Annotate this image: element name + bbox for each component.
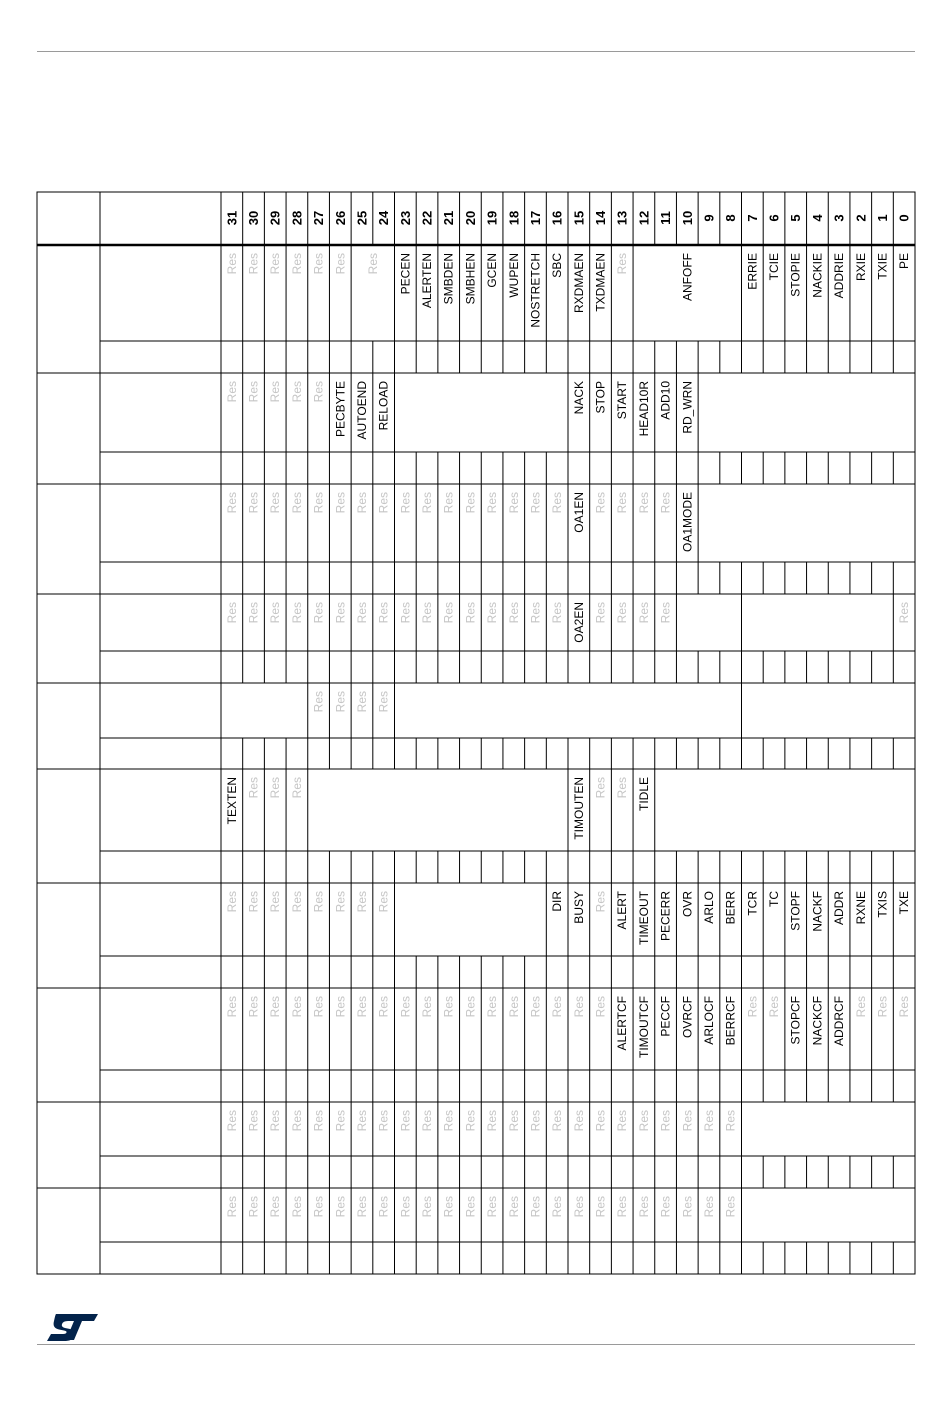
reserved-bit-label: Res — [311, 691, 326, 713]
reserved-bit-label: Res — [441, 1196, 456, 1218]
reserved-bit-label: Res — [593, 777, 608, 799]
bit-number-label: 28 — [289, 210, 305, 226]
reserved-bit-label: Res — [376, 1110, 391, 1132]
reserved-bit-label: Res — [268, 996, 283, 1018]
reserved-bit-label: Res — [333, 1110, 348, 1132]
reserved-bit-label: Res — [897, 602, 912, 624]
register-field-label: TCR — [745, 891, 760, 916]
reserved-bit-label: Res — [463, 602, 478, 624]
reserved-bit-label: Res — [333, 492, 348, 514]
reserved-bit-label: Res — [658, 1110, 673, 1132]
reserved-bit-label: Res — [246, 492, 261, 514]
reserved-bit-label: Res — [571, 1110, 586, 1132]
bit-number-label: 5 — [788, 214, 804, 222]
reserved-bit-label: Res — [528, 602, 543, 624]
bit-number-label: 31 — [224, 210, 240, 226]
register-field-label: RXDMAEN — [571, 253, 586, 314]
reserved-bit-label: Res — [398, 996, 413, 1018]
register-field-label: ADDR — [832, 891, 847, 926]
reserved-bit-label: Res — [615, 1110, 630, 1132]
reserved-bit-label: Res — [550, 1196, 565, 1218]
bit-number-label: 26 — [332, 210, 348, 226]
reserved-bit-label: Res — [311, 1196, 326, 1218]
reserved-bit-label: Res — [246, 381, 261, 403]
reserved-bit-label: Res — [897, 996, 912, 1018]
reserved-bit-label: Res — [246, 602, 261, 624]
bit-number-label: 3 — [831, 214, 847, 222]
reserved-bit-label: Res — [224, 602, 239, 624]
register-field-label: BUSY — [571, 891, 586, 924]
register-field-label: RXNE — [853, 891, 868, 925]
reserved-bit-label: Res — [485, 602, 500, 624]
register-field-label: RD_WRN — [680, 381, 695, 434]
register-field-label: AUTOEND — [354, 381, 369, 440]
reserved-bit-label: Res — [420, 1196, 435, 1218]
reserved-bit-label: Res — [420, 492, 435, 514]
register-field-label: SMBDEN — [441, 253, 456, 305]
reserved-bit-label: Res — [246, 777, 261, 799]
register-field-label: NOSTRETCH — [528, 253, 543, 328]
register-field-label: OVRCF — [680, 996, 695, 1038]
reserved-bit-label: Res — [289, 381, 304, 403]
reserved-bit-label: Res — [680, 1196, 695, 1218]
reserved-bit-label: Res — [311, 253, 326, 275]
bit-number-label: 27 — [311, 210, 327, 226]
reserved-bit-label: Res — [376, 891, 391, 913]
register-field-label: NACKCF — [810, 996, 825, 1046]
reserved-bit-label: Res — [354, 1196, 369, 1218]
register-field-label: PE — [897, 253, 912, 270]
reserved-bit-label: Res — [311, 492, 326, 514]
register-field-label: ADDRIE — [832, 253, 847, 299]
reserved-bit-label: Res — [528, 1110, 543, 1132]
reserved-bit-label: Res — [550, 1110, 565, 1132]
reserved-bit-label: Res — [853, 996, 868, 1018]
bit-number-label: 10 — [679, 210, 695, 226]
reserved-bit-label: Res — [485, 996, 500, 1018]
register-field-label: PECCF — [658, 996, 673, 1037]
reserved-bit-label: Res — [593, 1196, 608, 1218]
bit-number-label: 30 — [246, 210, 262, 226]
reserved-bit-label: Res — [268, 253, 283, 275]
register-field-label: OVR — [680, 891, 695, 918]
reserved-bit-label: Res — [268, 602, 283, 624]
reserved-bit-label: Res — [506, 996, 521, 1018]
register-field-label: SMBHEN — [463, 253, 478, 305]
reserved-bit-label: Res — [354, 602, 369, 624]
reserved-bit-label: Res — [354, 691, 369, 713]
register-field-label: PECEN — [398, 253, 413, 295]
register-field-label: RXIE — [853, 253, 868, 282]
reserved-bit-label: Res — [506, 492, 521, 514]
reserved-bit-label: Res — [289, 253, 304, 275]
reserved-bit-label: Res — [420, 1110, 435, 1132]
register-field-label: DIR — [550, 891, 565, 912]
reserved-bit-label: Res — [268, 891, 283, 913]
reserved-bit-label: Res — [680, 1110, 695, 1132]
register-field-label: TIMEOUT — [636, 891, 651, 945]
reserved-bit-label: Res — [441, 996, 456, 1018]
reserved-bit-label: Res — [550, 492, 565, 514]
reserved-bit-label: Res — [593, 996, 608, 1018]
reserved-bit-label: Res — [289, 777, 304, 799]
reserved-bit-label: Res — [311, 1110, 326, 1132]
bit-number-label: 2 — [853, 214, 869, 222]
register-field-label: OA1EN — [571, 492, 586, 533]
bit-number-label: 22 — [419, 210, 435, 226]
register-field-label: OA2EN — [571, 602, 586, 643]
reserved-bit-label: Res — [506, 1110, 521, 1132]
register-field-label: OA1MODE — [680, 492, 695, 553]
reserved-bit-label: Res — [246, 1196, 261, 1218]
reserved-bit-label: Res — [289, 891, 304, 913]
reserved-bit-label: Res — [246, 891, 261, 913]
reserved-bit-label: Res — [311, 891, 326, 913]
reserved-bit-label: Res — [745, 996, 760, 1018]
reserved-bit-label: Res — [658, 492, 673, 514]
bit-number-label: 9 — [701, 214, 717, 222]
reserved-bit-label: Res — [333, 691, 348, 713]
reserved-bit-label: Res — [550, 996, 565, 1018]
reserved-bit-label: Res — [268, 777, 283, 799]
reserved-bit-label: Res — [615, 602, 630, 624]
reserved-bit-label: Res — [224, 996, 239, 1018]
reserved-bit-label: Res — [506, 1196, 521, 1218]
reserved-bit-label: Res — [658, 602, 673, 624]
reserved-bit-label: Res — [615, 492, 630, 514]
bit-number-label: 1 — [874, 214, 890, 222]
bit-number-label: 16 — [549, 210, 565, 226]
reserved-bit-label: Res — [398, 1196, 413, 1218]
reserved-bit-label: Res — [398, 492, 413, 514]
register-field-label: TIMOUTEN — [571, 777, 586, 840]
reserved-bit-label: Res — [311, 381, 326, 403]
bottom-rule — [37, 1344, 915, 1345]
reserved-bit-label: Res — [636, 1196, 651, 1218]
bit-number-label: 4 — [809, 214, 825, 222]
bit-number-label: 29 — [267, 210, 283, 226]
reserved-bit-label: Res — [420, 602, 435, 624]
reserved-bit-label: Res — [463, 996, 478, 1018]
register-field-label: TIMOUTCF — [636, 996, 651, 1058]
bit-number-label: 13 — [614, 210, 630, 226]
reserved-bit-label: Res — [701, 1196, 716, 1218]
bit-number-label: 15 — [571, 210, 587, 226]
register-field-label: ALERTCF — [615, 996, 630, 1051]
register-field-label: NACKIE — [810, 253, 825, 298]
register-field-label: TEXTEN — [224, 777, 239, 825]
register-field-label: BERR — [723, 891, 738, 925]
reserved-bit-label: Res — [333, 891, 348, 913]
bit-number-label: 14 — [593, 210, 609, 226]
reserved-bit-label: Res — [333, 602, 348, 624]
reserved-bit-label: Res — [593, 602, 608, 624]
bit-number-label: 18 — [506, 210, 522, 226]
reserved-bit-label: Res — [767, 996, 782, 1018]
bit-number-label: 0 — [896, 214, 912, 222]
register-field-label: PECERR — [658, 891, 673, 942]
reserved-bit-label: Res — [268, 1196, 283, 1218]
register-field-label: ARLO — [701, 891, 716, 924]
reserved-bit-label: Res — [593, 891, 608, 913]
register-field-label: STOPF — [788, 891, 803, 931]
reserved-bit-label: Res — [333, 1196, 348, 1218]
reserved-bit-label: Res — [224, 492, 239, 514]
reserved-bit-label: Res — [398, 1110, 413, 1132]
reserved-bit-label: Res — [376, 996, 391, 1018]
reserved-bit-label: Res — [333, 253, 348, 275]
reserved-bit-label: Res — [224, 381, 239, 403]
reserved-bit-label: Res — [365, 253, 380, 275]
register-field-label: NACKF — [810, 891, 825, 932]
register-field-label: NACK — [571, 381, 586, 415]
reserved-bit-label: Res — [224, 253, 239, 275]
register-field-label: RELOAD — [376, 381, 391, 431]
register-field-label: START — [615, 381, 630, 420]
reserved-bit-label: Res — [289, 602, 304, 624]
reserved-bit-label: Res — [571, 996, 586, 1018]
register-field-label: TIDLE — [636, 777, 651, 812]
bit-number-label: 12 — [636, 210, 652, 226]
reserved-bit-label: Res — [289, 1196, 304, 1218]
reserved-bit-label: Res — [224, 1110, 239, 1132]
reserved-bit-label: Res — [376, 691, 391, 713]
bit-number-label: 8 — [723, 214, 739, 222]
reserved-bit-label: Res — [636, 1110, 651, 1132]
reserved-bit-label: Res — [246, 996, 261, 1018]
reserved-bit-label: Res — [354, 996, 369, 1018]
register-field-label: BERRCF — [723, 996, 738, 1046]
register-field-label: HEAD10R — [636, 381, 651, 437]
reserved-bit-label: Res — [246, 253, 261, 275]
bit-number-label: 6 — [766, 214, 782, 222]
register-field-label: ALERTEN — [420, 253, 435, 309]
register-field-label: ANFOFF — [680, 253, 695, 301]
bit-number-label: 25 — [354, 210, 370, 226]
reserved-bit-label: Res — [354, 492, 369, 514]
reserved-bit-label: Res — [289, 1110, 304, 1132]
register-field-label: STOPCF — [788, 996, 803, 1045]
register-field-label: STOPIE — [788, 253, 803, 297]
register-field-label: SBC — [550, 253, 565, 278]
register-field-label: GCEN — [485, 253, 500, 288]
reserved-bit-label: Res — [485, 492, 500, 514]
register-field-label: PECBYTE — [333, 381, 348, 438]
register-field-label: TXDMAEN — [593, 253, 608, 312]
reserved-bit-label: Res — [398, 602, 413, 624]
bit-number-label: 23 — [397, 210, 413, 226]
bit-number-label: 19 — [484, 210, 500, 226]
reserved-bit-label: Res — [485, 1110, 500, 1132]
bit-number-label: 21 — [441, 210, 457, 226]
register-field-label: ALERT — [615, 891, 630, 930]
bit-number-label: 11 — [658, 211, 674, 225]
reserved-bit-label: Res — [376, 602, 391, 624]
register-field-label: ERRIE — [745, 253, 760, 290]
reserved-bit-label: Res — [528, 492, 543, 514]
reserved-bit-label: Res — [441, 602, 456, 624]
reserved-bit-label: Res — [376, 492, 391, 514]
register-field-label: ADD10 — [658, 381, 673, 420]
reserved-bit-label: Res — [593, 492, 608, 514]
reserved-bit-label: Res — [268, 492, 283, 514]
reserved-bit-label: Res — [615, 253, 630, 275]
reserved-bit-label: Res — [268, 1110, 283, 1132]
reserved-bit-label: Res — [506, 602, 521, 624]
reserved-bit-label: Res — [528, 1196, 543, 1218]
bit-number-label: 24 — [376, 210, 392, 226]
reserved-bit-label: Res — [289, 492, 304, 514]
reserved-bit-label: Res — [354, 1110, 369, 1132]
st-logo-icon — [44, 1310, 104, 1344]
reserved-bit-label: Res — [289, 996, 304, 1018]
reserved-bit-label: Res — [354, 891, 369, 913]
register-field-label: TC — [767, 891, 782, 907]
reserved-bit-label: Res — [658, 1196, 673, 1218]
bit-number-label: 7 — [744, 214, 760, 222]
reserved-bit-label: Res — [311, 602, 326, 624]
reserved-bit-label: Res — [463, 1196, 478, 1218]
reserved-bit-label: Res — [463, 492, 478, 514]
reserved-bit-label: Res — [224, 1196, 239, 1218]
reserved-bit-label: Res — [615, 1196, 630, 1218]
register-field-label: TXIE — [875, 253, 890, 280]
reserved-bit-label: Res — [224, 891, 239, 913]
reserved-bit-label: Res — [376, 1196, 391, 1218]
reserved-bit-label: Res — [441, 1110, 456, 1132]
register-field-label: WUPEN — [506, 253, 521, 298]
register-field-label: ADDRCF — [832, 996, 847, 1046]
reserved-bit-label: Res — [701, 1110, 716, 1132]
reserved-bit-label: Res — [268, 381, 283, 403]
bit-number-label: 20 — [462, 210, 478, 226]
register-field-label: TCIE — [767, 253, 782, 281]
bit-number-label: 17 — [527, 210, 543, 226]
reserved-bit-label: Res — [463, 1110, 478, 1132]
reserved-bit-label: Res — [615, 777, 630, 799]
reserved-bit-label: Res — [528, 996, 543, 1018]
reserved-bit-label: Res — [420, 996, 435, 1018]
reserved-bit-label: Res — [246, 1110, 261, 1132]
reserved-bit-label: Res — [636, 492, 651, 514]
reserved-bit-label: Res — [550, 602, 565, 624]
reserved-bit-label: Res — [571, 1196, 586, 1218]
reserved-bit-label: Res — [333, 996, 348, 1018]
register-field-label: TXIS — [875, 891, 890, 918]
reserved-bit-label: Res — [311, 996, 326, 1018]
register-field-label: ARLOCF — [701, 996, 716, 1045]
reserved-bit-label: Res — [723, 1196, 738, 1218]
reserved-bit-label: Res — [485, 1196, 500, 1218]
register-field-label: TXE — [897, 891, 912, 915]
reserved-bit-label: Res — [593, 1110, 608, 1132]
reserved-bit-label: Res — [636, 602, 651, 624]
register-field-label: STOP — [593, 381, 608, 414]
reserved-bit-label: Res — [441, 492, 456, 514]
reserved-bit-label: Res — [723, 1110, 738, 1132]
reserved-bit-label: Res — [875, 996, 890, 1018]
